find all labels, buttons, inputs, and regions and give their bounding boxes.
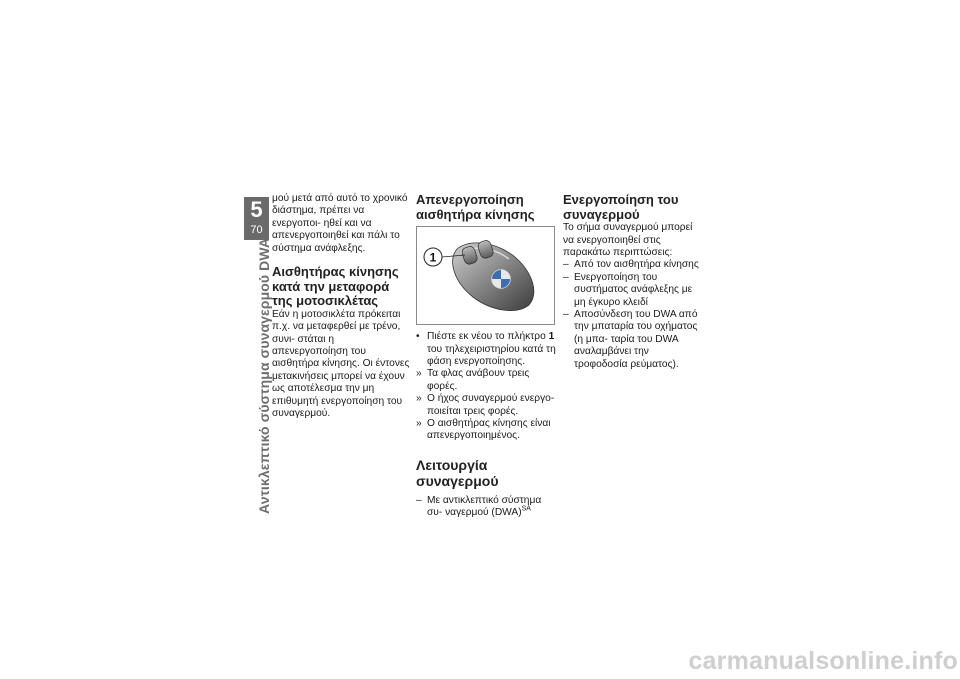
result-item — [416, 393, 556, 418]
function-text: Με αντικλεπτικό σύστημα συ- ναγερμού (DWA) — [427, 494, 542, 519]
chapter-tab — [244, 197, 269, 240]
dash-marker: – — [563, 259, 569, 271]
trigger-item — [563, 259, 703, 271]
result-item — [416, 418, 556, 443]
alarm-trigger-heading: Ενεργοποίηση του συναγερμού — [563, 192, 679, 222]
step-press-key — [416, 331, 556, 368]
trigger-paragraph: Το σήμα συναγερμού μπορεί να ενεργοποιηθεί στις παρακάτω περιπτώσεις: — [563, 222, 693, 258]
transport-paragraph: Εάν η μοτοσικλέτα πρόκειται π.χ. να μεταφερθεί με τρένο, συνι- στάται η απενεργοποίηση του αισθητήρα κίνησης. Οι έντονες μετακινήσεις μπορεί να έχουν ως αποτέλεσμα την μη επιθυμητή ενεργοποίηση του συναγερμού. — [272, 308, 410, 420]
result-text: Ο ήχος συναγερμού ενεργο- ποιείται τρεις φορές. — [427, 393, 555, 417]
result-marker: » — [416, 418, 422, 430]
function-item — [416, 495, 556, 520]
result-item — [416, 368, 556, 393]
result-text: Τα φλας ανάβουν τρεις φορές. — [427, 368, 530, 392]
bullet-marker: • — [416, 331, 420, 343]
column-2 — [416, 193, 556, 520]
remote-key-figure — [416, 226, 555, 325]
result-marker: » — [416, 393, 422, 405]
column-1 — [272, 193, 412, 420]
special-equipment-sup: SA — [521, 505, 531, 513]
intro-paragraph: μού μετά από αυτό το χρονικό διάστημα, πρέπει να ενεργοποι- ηθεί και να απενεργοποιηθεί και πάλι το σύστημα ανάφλεξης. — [272, 193, 408, 254]
dash-marker: – — [563, 309, 569, 321]
watermark: carmanualsonline.info — [688, 647, 958, 675]
result-text: Ο αισθητήρας κίνησης είναι απενεργοποιημένος. — [427, 418, 551, 442]
step-text-after: του τηλεχειριστηρίου κατά τη φάση ενεργοποίησης. — [427, 343, 556, 367]
column-3 — [563, 193, 703, 371]
figure-callout: 1 — [429, 250, 437, 265]
result-marker: » — [416, 368, 422, 380]
deactivate-sensor-heading: Απενεργοποίηση αισθητήρα κίνησης — [416, 192, 535, 222]
trigger-item — [563, 309, 703, 371]
trigger-text: Από τον αισθητήρα κίνησης — [574, 259, 699, 271]
trigger-text: Ενεργοποίηση του συστήματος ανάφλεξης με μη έγκυρο κλειδί — [574, 271, 693, 308]
alarm-function-heading: Λειτουργία συναγερμού — [416, 456, 499, 489]
step-text-before: Πιέστε εκ νέου το πλήκτρο — [427, 331, 546, 343]
trigger-item — [563, 272, 703, 309]
bmw-remote-key-fob-illustration — [417, 227, 554, 324]
chapter-side-title: Αντικλεπτικό σύστημα συναγερμού DWA — [256, 237, 272, 514]
page-number: 70 — [250, 224, 263, 236]
chapter-number: 5 — [250, 197, 263, 222]
dash-marker: – — [416, 494, 422, 506]
trigger-text: Αποσύνδεση του DWA από την μπαταρία του οχήματος (η μπα- ταρία του DWA αναλαμβάνει την τροφοδοσία ρεύματος). — [574, 309, 698, 370]
dash-marker: – — [563, 271, 569, 283]
motion-sensor-transport-heading: Αισθητήρας κίνησης κατά την μεταφορά της μοτοσικλέτας — [272, 264, 399, 309]
step-key-number: 1 — [548, 331, 555, 343]
